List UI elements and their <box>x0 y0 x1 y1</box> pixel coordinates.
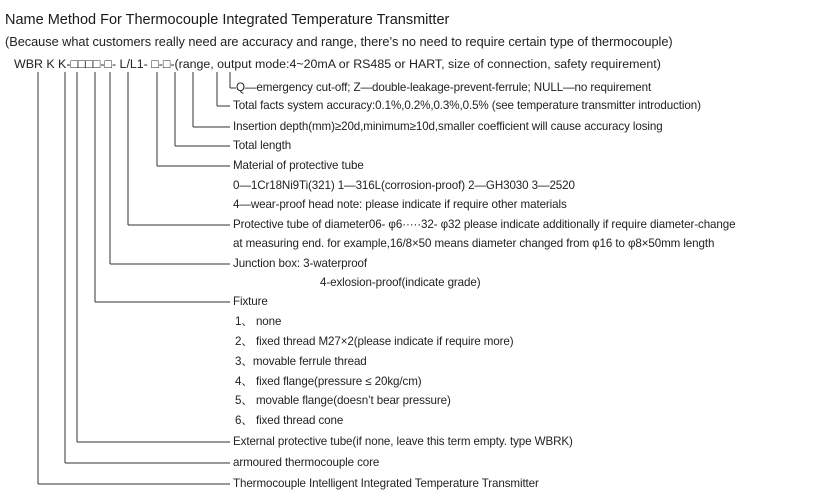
model-code-line: WBR K K-□□□□-□- L/L1- □-□-(range, output mode:4~20mA or RS485 or HART, size of connection, safety requirement) <box>14 57 661 71</box>
transmitter-text: Thermocouple Intelligent Integrated Temperature Transmitter <box>233 477 539 490</box>
page-subtitle: (Because what customers really need are accuracy and range, there’s no need to require certain type of thermocouple) <box>5 34 673 49</box>
tube-diameter-text: Protective tube of diameter06- φ6·····32- φ32 please indicate additionally if require diameter-change <box>233 218 736 231</box>
fixture-option-5: 5、 movable flange(doesn’t bear pressure) <box>235 394 451 407</box>
fixture-option-6: 6、 fixed thread cone <box>235 414 344 427</box>
armoured-core-text: armoured thermocouple core <box>233 456 380 469</box>
fixture-option-3: 3、movable ferrule thread <box>235 355 367 368</box>
page-title: Name Method For Thermocouple Integrated Temperature Transmitter <box>5 12 450 28</box>
tube-material-options-1: 0—1Cr18Ni9Ti(321) 1—316L(corrosion-proof) 2—GH3030 3—2520 <box>233 179 575 192</box>
fixture-option-4: 4、 fixed flange(pressure ≤ 20kg/cm) <box>235 375 422 388</box>
tube-diameter-example: at measuring end. for example,16/8×50 means diameter changed from φ16 to φ8×50mm length <box>233 237 715 250</box>
accuracy-text: Total facts system accuracy:0.1%,0.2%,0.3%,0.5% (see temperature transmitter introduction) <box>233 99 701 112</box>
fixture-text: Fixture <box>233 295 268 308</box>
external-tube-text: External protective tube(if none, leave this term empty. type WBRK) <box>233 435 573 448</box>
fixture-option-2: 2、 fixed thread M27×2(please indicate if require more) <box>235 335 514 348</box>
junction-box-text: Junction box: 3-waterproof <box>233 257 368 270</box>
junction-box-option-4: 4-exlosion-proof(indicate grade) <box>320 276 481 289</box>
safety-option-text: Q—emergency cut-off; Z—double-leakage-prevent-ferrule; NULL—no requirement <box>236 81 652 94</box>
fixture-option-1: 1、 none <box>235 315 282 328</box>
tube-material-options-2: 4—wear-proof head note: please indicate if require other materials <box>233 198 567 211</box>
tube-material-text: Material of protective tube <box>233 159 364 172</box>
total-length-text: Total length <box>233 139 292 152</box>
insertion-depth-text: Insertion depth(mm)≥20d,minimum≥10d,smaller coefficient will cause accuracy losing <box>233 120 663 133</box>
